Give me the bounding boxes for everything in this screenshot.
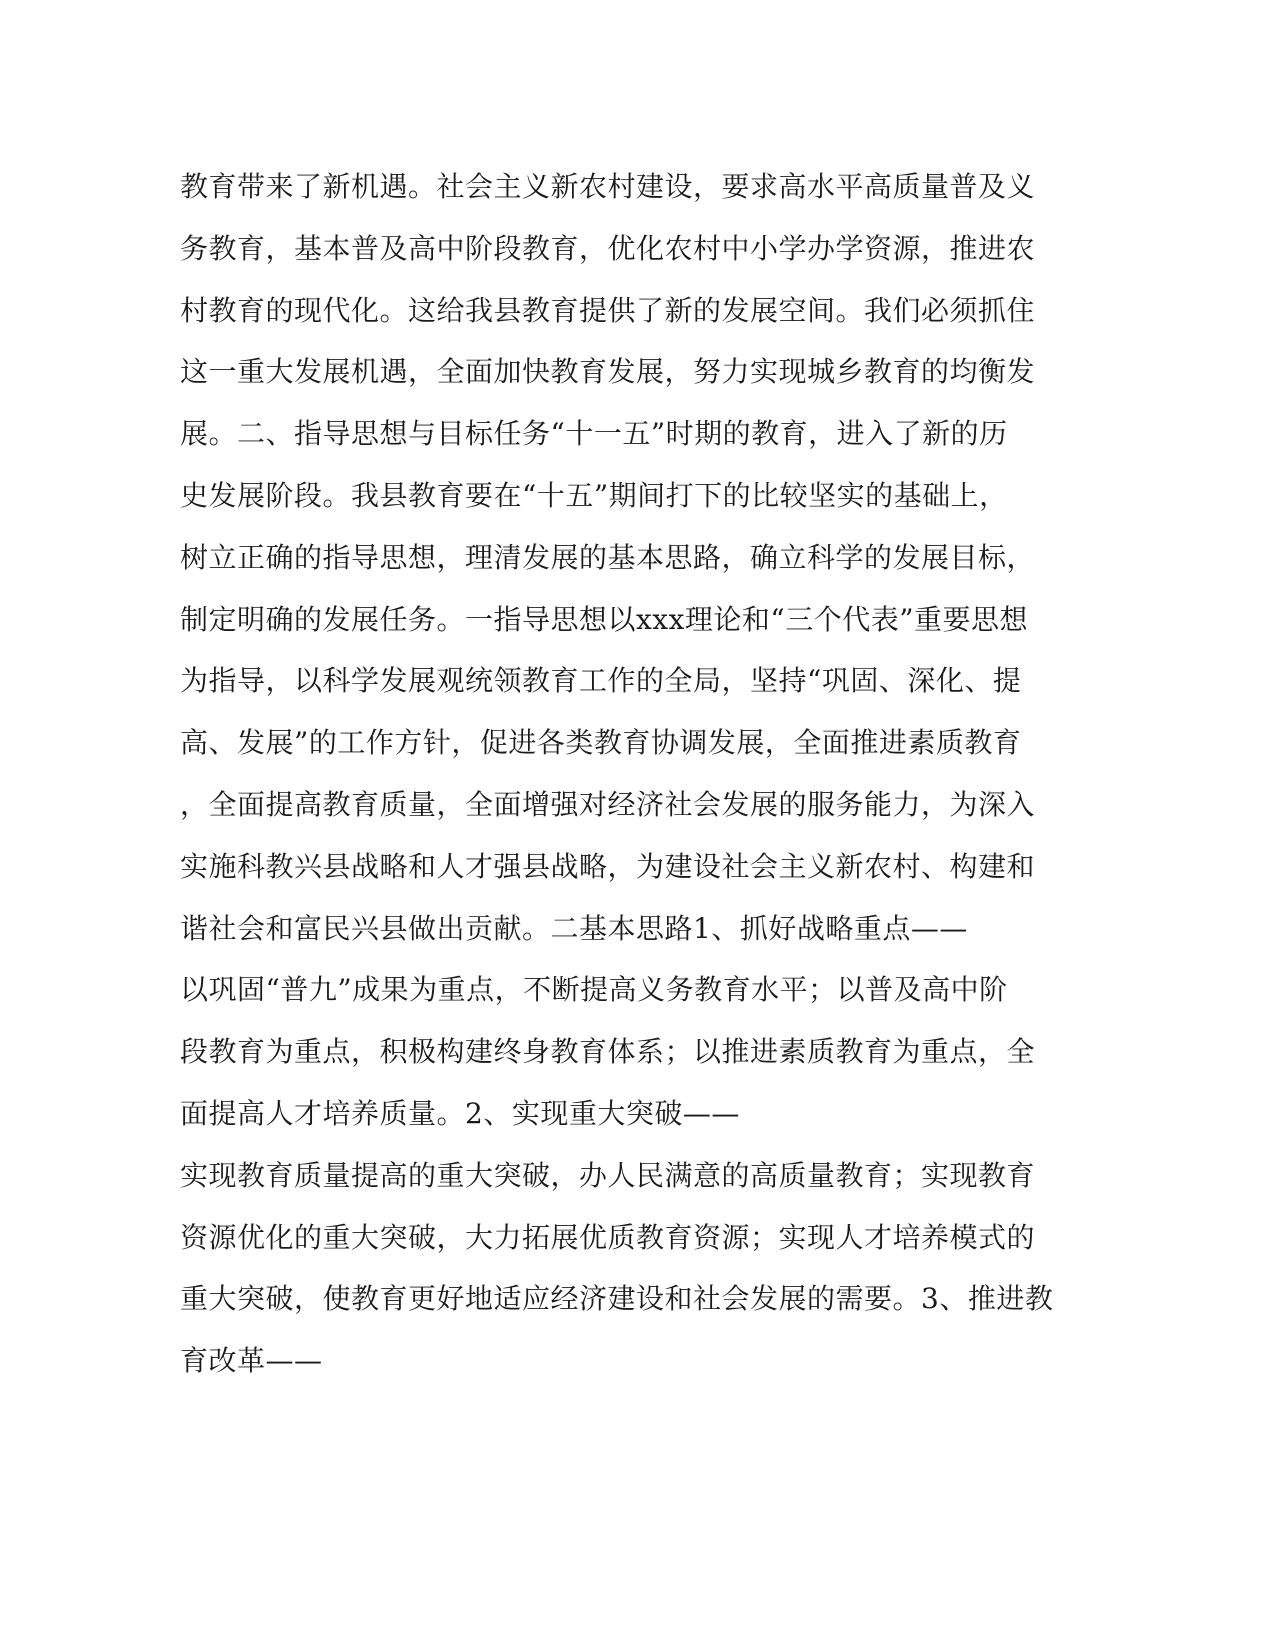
text-line: 高、发展”的工作方针，促进各类教育协调发展，全面推进素质教育: [180, 726, 1022, 760]
text-line: 实施科教兴县战略和人才强县战略，为建设社会主义新农村、构建和: [180, 849, 1036, 883]
text-line: 重大突破，使教育更好地适应经济建设和社会发展的需要。3、推进教: [180, 1282, 1054, 1316]
text-line: ，全面提高教育质量，全面增强对经济社会发展的服务能力，为深入: [180, 787, 1036, 821]
text-line: 制定明确的发展任务。一指导思想以xxx理论和“三个代表”重要思想: [180, 602, 1029, 636]
text-line: 谐社会和富民兴县做出贡献。二基本思路1、抓好战略重点——: [180, 911, 968, 945]
text-line: 面提高人才培养质量。2、实现重大突破——: [180, 1096, 740, 1130]
body-text: [180, 156, 1080, 1392]
text-line: 这一重大发展机遇，全面加快教育发展，努力实现城乡教育的均衡发: [180, 355, 1036, 389]
text-line: 史发展阶段。我县教育要在“十五”期间打下的比较坚实的基础上，: [180, 478, 1008, 512]
text-line: 为指导，以科学发展观统领教育工作的全局，坚持“巩固、深化、提: [180, 664, 1022, 698]
text-line: 展。二、指导思想与目标任务“十一五”时期的教育，进入了新的历: [180, 417, 1008, 451]
text-line: 教育带来了新机遇。社会主义新农村建设，要求高水平高质量普及义: [180, 170, 1036, 203]
text-line: 段教育为重点，积极构建终身教育体系；以推进素质教育为重点，全: [180, 1035, 1036, 1069]
text-line: 资源优化的重大突破，大力拓展优质教育资源；实现人才培养模式的: [180, 1220, 1036, 1254]
text-line: 树立正确的指导思想，理清发展的基本思路，确立科学的发展目标，: [180, 540, 1036, 574]
text-line: 务教育，基本普及高中阶段教育，优化农村中小学办学资源，推进农: [180, 231, 1036, 265]
text-line: 以巩固“普九”成果为重点，不断提高义务教育水平；以普及高中阶: [180, 973, 1008, 1007]
text-line: 育改革——: [180, 1344, 323, 1378]
text-line: 村教育的现代化。这给我县教育提供了新的发展空间。我们必须抓住: [180, 293, 1036, 327]
text-line: 实现教育质量提高的重大突破，办人民满意的高质量教育；实现教育: [180, 1158, 1036, 1192]
